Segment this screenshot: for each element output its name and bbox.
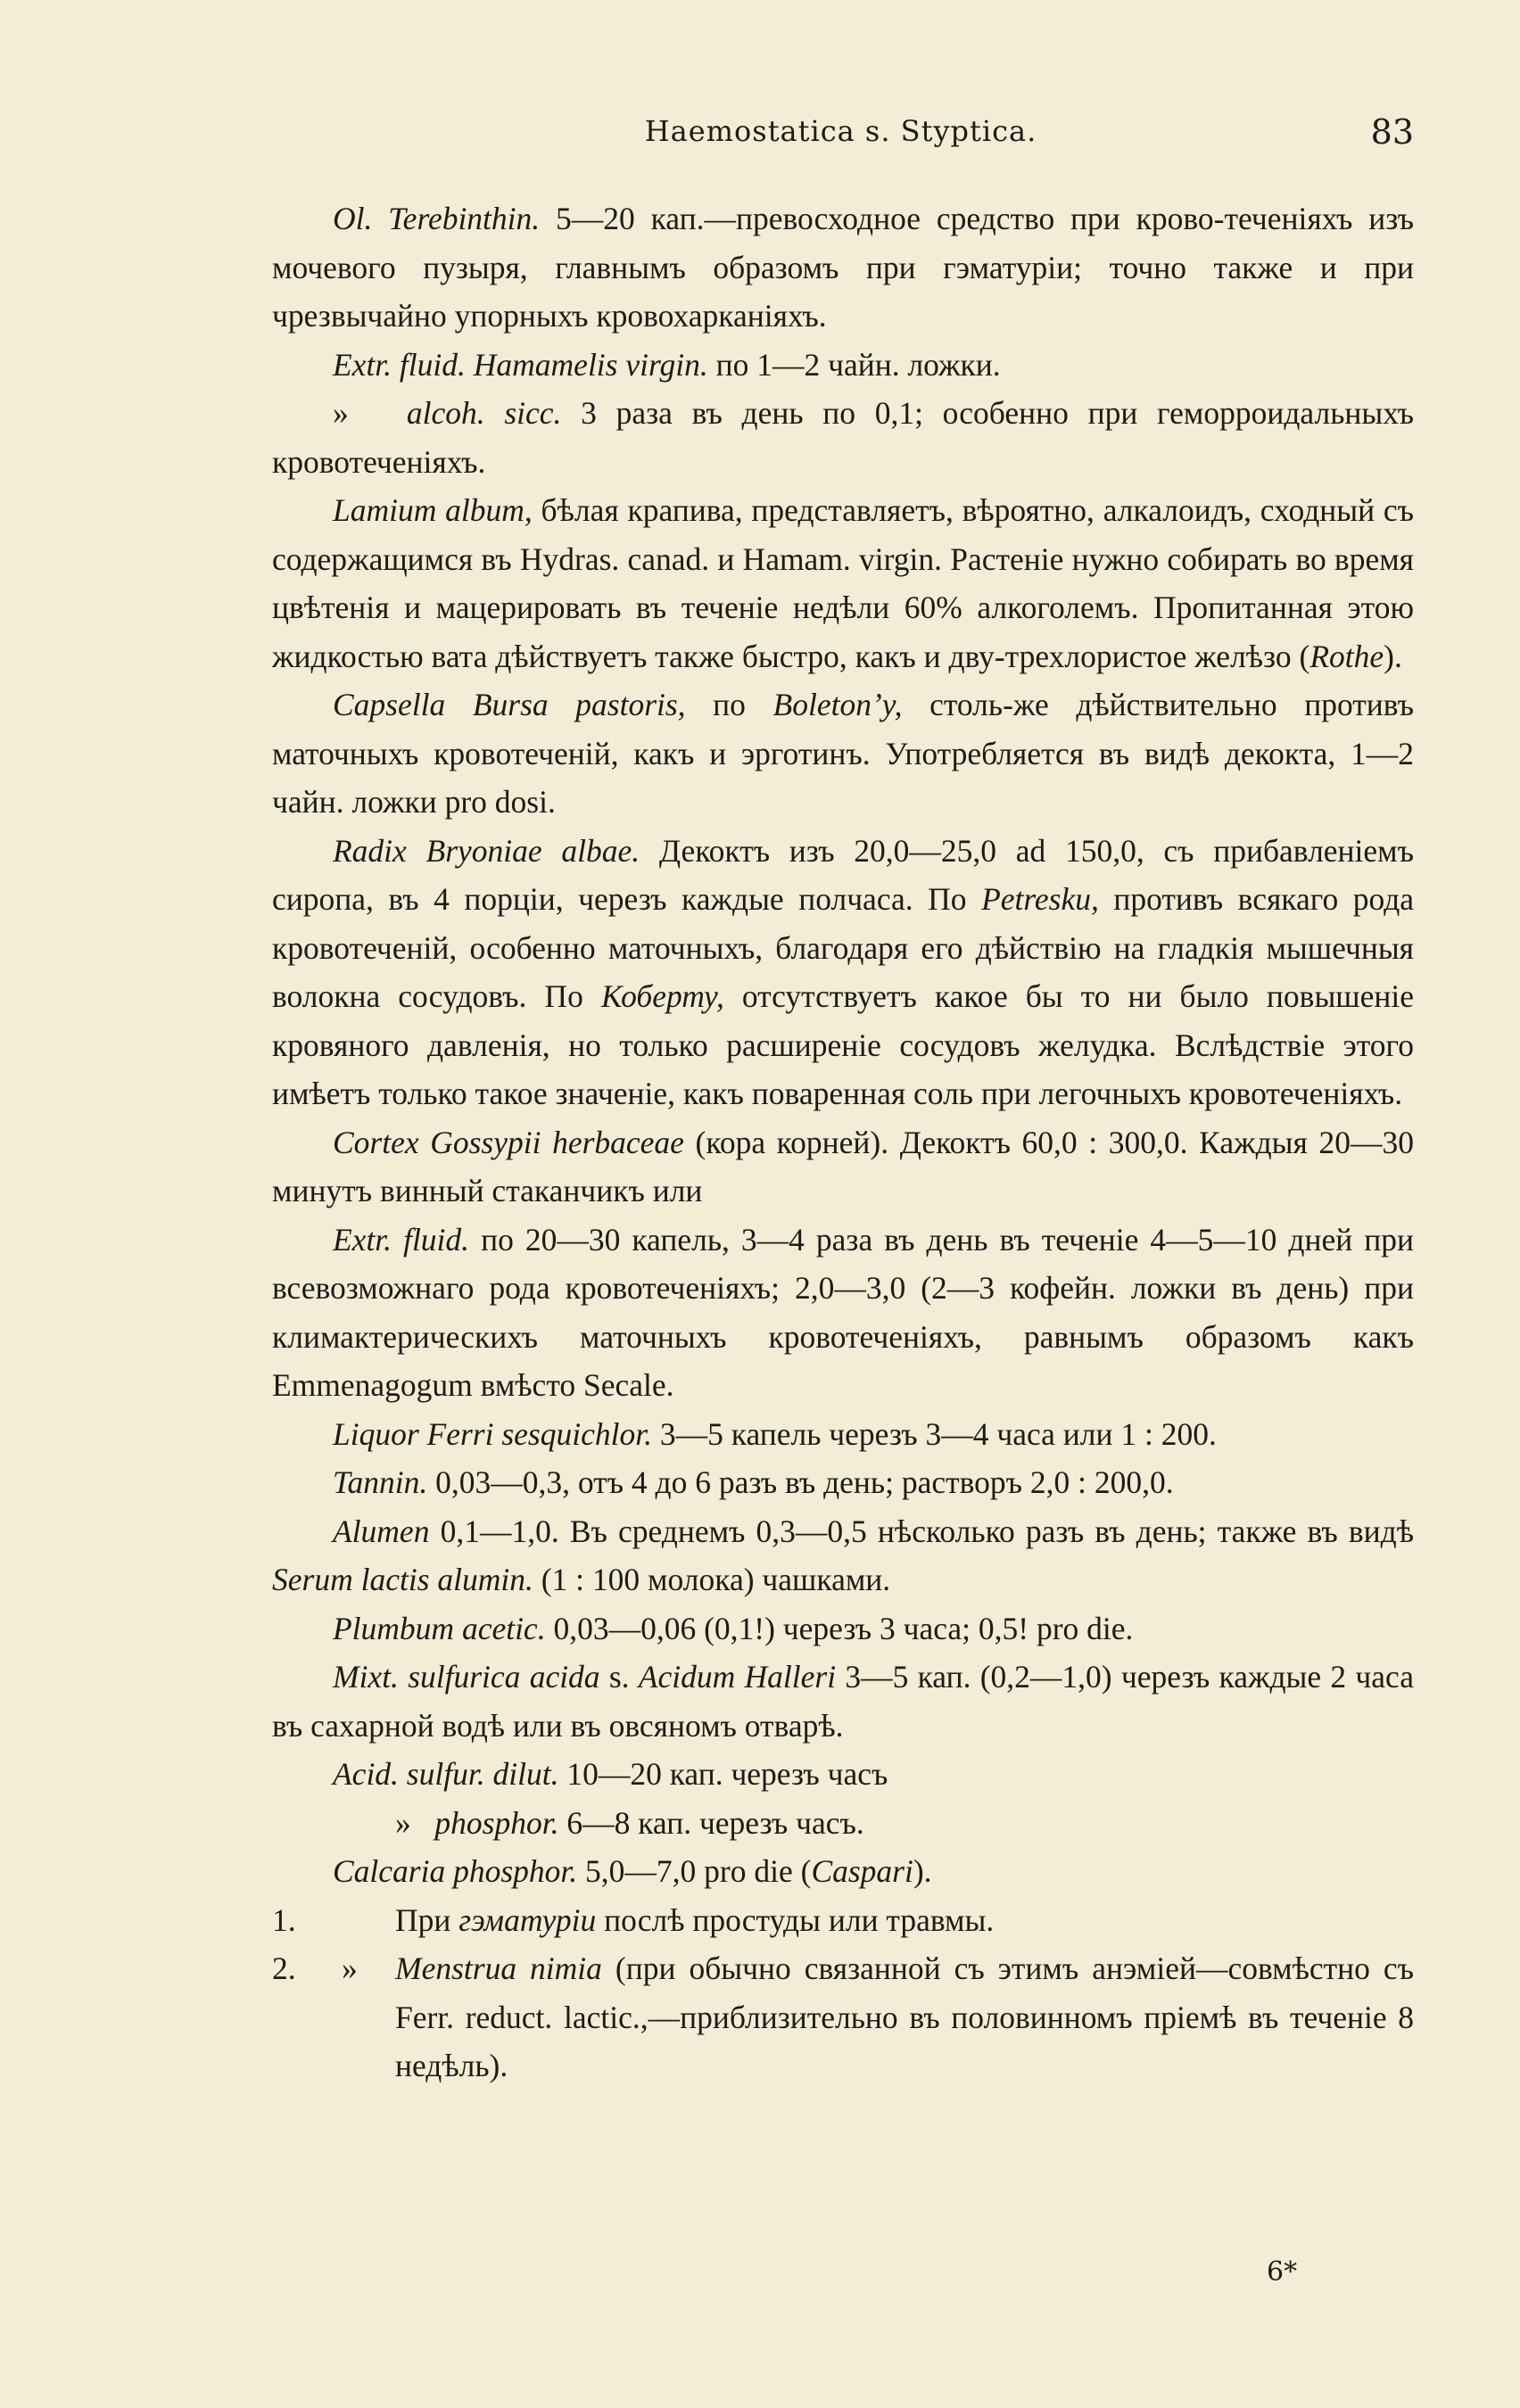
entry-term: Capsella Bursa pastoris,	[333, 687, 686, 722]
entry-paragraph: Tannin. 0,03—0,3, отъ 4 до 6 разъ въ день; растворъ 2,0 : 200,0.	[333, 1464, 1174, 1500]
entry-paragraph: Extr. fluid. Hamamelis virgin. по 1—2 чайн. ложки.	[333, 346, 1001, 383]
entry-paragraph: Plumbum acetic. 0,03—0,06 (0,1!) черезъ 3 часа; 0,5! pro die.	[333, 1610, 1134, 1646]
entry-paragraph: Extr. fluid. по 20—30 капель, 3—4 раза въ день въ теченіе 4—5—10 дней при всевозможнаго рода кровотеченіяхъ; 2,0—3,0 (2—3 кофейн. ложки въ день) при климактерическихъ маточныхъ кровотеченіяхъ, равнымъ образомъ какъ Emmenagogum вмѣсто Secale.	[272, 1221, 1414, 1403]
signature-mark: 6*	[1267, 2256, 1298, 2288]
entry-paragraph: Alumen 0,1—1,0. Въ среднемъ 0,3—0,5 нѣсколько разъ въ день; также въ видѣ Serum lactis alumin. (1 : 100 молока) чашками.	[272, 1513, 1414, 1597]
entry-term: Menstrua nimia	[395, 1950, 602, 1986]
page-number: 83	[1370, 112, 1414, 152]
header-title: Haemostatica s. Styptica.	[644, 114, 1037, 148]
entry-term: гэматуріи	[458, 1901, 597, 1938]
entry-paragraph: » phosphor. 6—8 кап. черезъ часъ.	[395, 1804, 864, 1841]
entry-paragraph: » alcoh. sicc. 3 раза въ день по 0,1; особенно при геморроидальныхъ кровотеченіяхъ.	[272, 395, 1415, 480]
entry-term: Plumbum acetic.	[333, 1610, 546, 1646]
entry-paragraph: Acid. sulfur. dilut. 10—20 кап. черезъ часъ	[333, 1756, 888, 1792]
entry-term: Lamium album,	[333, 492, 533, 528]
entry-paragraph: Radix Bryoniae albae. Декоктъ изъ 20,0—25,0 ad 150,0, съ прибавленіемъ сиропа, въ 4 порціи, черезъ каждые полчаса. По Petresku, противъ всякаго рода кровотеченій, особенно маточныхъ, благодаря его дѣйствію на гладкія мышечныя волокна сосудовъ. По Коберту, отсутствуетъ какое бы то ни было повышеніе кровяного давленія, но только расширеніе сосудовъ желудка. Вслѣдствіе этого имѣетъ только такое значеніе, какъ поваренная соль при легочныхъ кровотеченіяхъ.	[272, 832, 1415, 1111]
entry-term: Radix Bryoniae albae.	[333, 832, 640, 869]
numbered-item: 1. При гэматуріи послѣ простуды или травмы.	[272, 1896, 1414, 1945]
author-name: Коберту,	[600, 978, 724, 1014]
entry-term: Extr. fluid.	[333, 1221, 470, 1258]
entry-term: Serum lactis alumin.	[272, 1562, 533, 1597]
author-name: Rothe	[1309, 638, 1384, 674]
entry-paragraph: Liquor Ferri sesquichlor. 3—5 капель черезъ 3—4 часа или 1 : 200.	[333, 1415, 1217, 1452]
entry-term: Calcaria phosphor.	[333, 1853, 578, 1889]
page-body	[272, 194, 1414, 2091]
entry-term: Extr. fluid. Hamamelis virgin.	[333, 346, 708, 383]
entry-paragraph: Cortex Gossypii herbaceae (кора корней). Декоктъ 60,0 : 300,0. Каждыя 20—30 минутъ винный стаканчикъ или	[272, 1124, 1414, 1208]
item-number: 1.	[272, 1901, 296, 1938]
entry-paragraph: Ol. Terebinthin. 5—20 кап.—превосходное средство при крово-теченіяхъ изъ мочевого пузыря, главнымъ образомъ при гэматуріи; точно также и при чрезвычайно упорныхъ кровохарканіяхъ.	[272, 201, 1415, 334]
entry-term: phosphor.	[434, 1804, 559, 1841]
entry-term: Alumen	[333, 1513, 430, 1549]
author-name: Petresku,	[981, 881, 1099, 917]
author-name: Caspari	[811, 1853, 913, 1889]
entry-term: Mixt. sulfurica acida	[333, 1659, 600, 1695]
numbered-item: 2. » Menstrua nimia (при обычно связанной съ этимъ анэміей—совмѣстно съ Ferr. reduct. lactic.,—приблизительно въ половинномъ пріемѣ въ теченіе 8 недѣль).	[272, 1944, 1414, 2091]
ditto-mark: »	[342, 1950, 358, 1986]
entry-term: Ol. Terebinthin.	[333, 201, 541, 236]
entry-term: Tannin.	[333, 1464, 428, 1500]
entry-term: alcoh. sicc.	[406, 395, 562, 431]
entry-term: Liquor Ferri sesquichlor.	[333, 1415, 652, 1452]
entry-paragraph: Capsella Bursa pastoris, по Boletonʼy, столь-же дѣйствительно противъ маточныхъ кровотеченій, какъ и эрготинъ. Употребляется въ видѣ декокта, 1—2 чайн. ложки pro dosi.	[272, 687, 1414, 820]
entry-paragraph: Mixt. sulfurica acida s. Acidum Halleri 3—5 кап. (0,2—1,0) черезъ каждые 2 часа въ сахарной водѣ или въ овсяномъ отварѣ.	[272, 1659, 1414, 1744]
ditto-mark: »	[395, 1804, 411, 1841]
running-header	[268, 114, 1414, 168]
author-name: Boletonʼy,	[772, 687, 903, 722]
entry-paragraph: Lamium album, бѣлая крапива, представляетъ, вѣроятно, алкалоидъ, сходный съ содержащимся въ Hydras. canad. и Hamam. virgin. Растеніе нужно собирать во время цвѣтенія и мацерировать въ теченіе недѣли 60% алкоголемъ. Пропитанная этою жидкостью вата дѣйствуетъ также быстро, какъ и дву-трехлористое желѣзо (Rothe).	[272, 492, 1414, 674]
entry-term: Acidum Halleri	[638, 1659, 837, 1695]
entry-term: Acid. sulfur. dilut.	[333, 1756, 559, 1792]
entry-term: Cortex Gossypii herbaceae	[333, 1124, 684, 1160]
item-number: 2.	[272, 1950, 296, 1986]
ditto-mark: »	[333, 395, 349, 431]
entry-paragraph: Calcaria phosphor. 5,0—7,0 pro die (Caspari).	[333, 1853, 932, 1889]
